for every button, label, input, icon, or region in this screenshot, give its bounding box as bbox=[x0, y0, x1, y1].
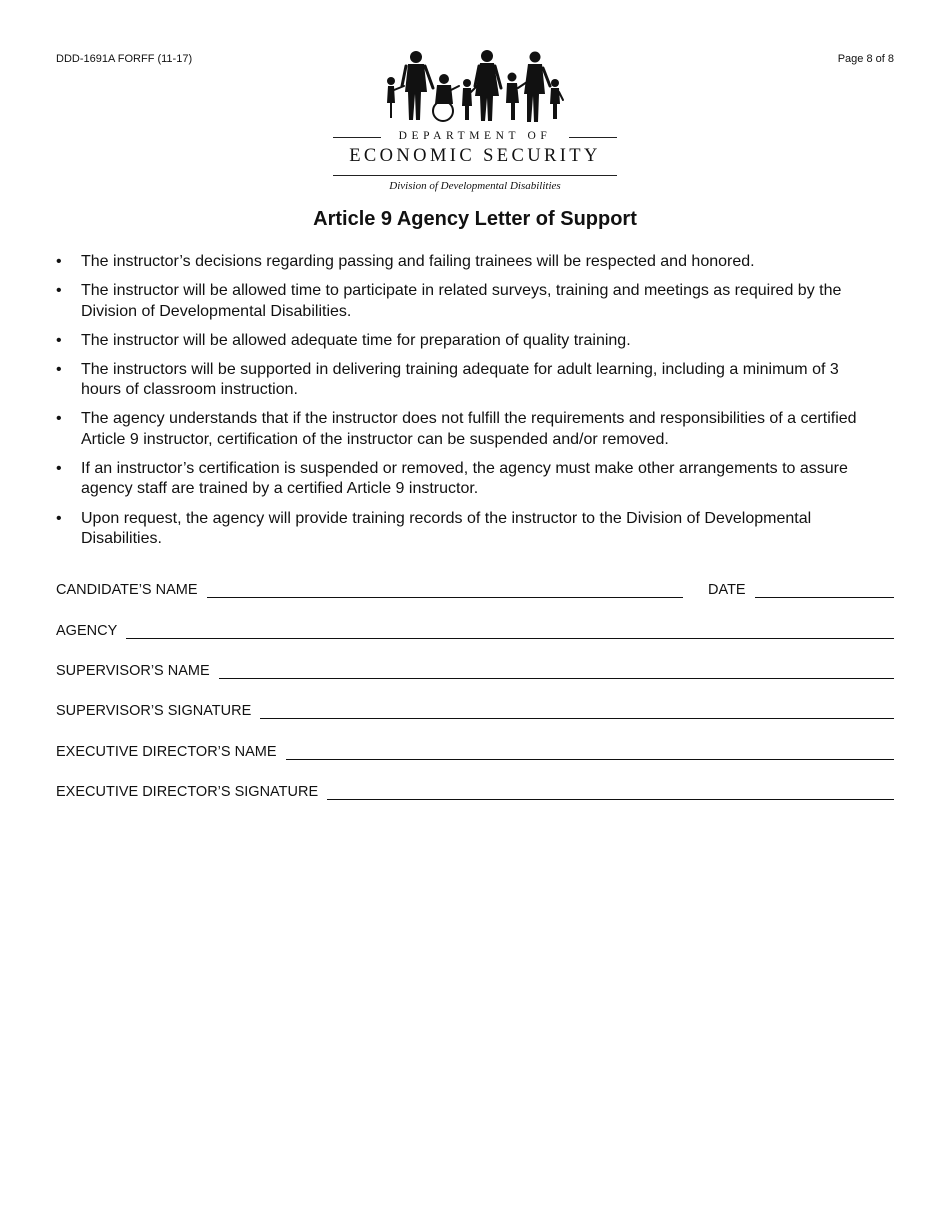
list-item bbox=[56, 281, 876, 322]
executive-director-signature-input[interactable] bbox=[327, 783, 894, 800]
requirements-list bbox=[56, 252, 876, 558]
list-item-text: The instructors will be supported in delivering training adequate for adult learning, including a minimum of 3 hours of classroom instruction. bbox=[81, 360, 839, 399]
logo-division: Division of Developmental Disabilities bbox=[389, 180, 561, 192]
bullet-glyph: • bbox=[56, 509, 62, 527]
list-item-text: The instructor’s decisions regarding passing and failing trainees will be respected and honored. bbox=[81, 253, 755, 270]
bullet-glyph: • bbox=[56, 459, 62, 477]
form-id: DDD-1691A FORFF (11-17) bbox=[56, 53, 193, 65]
executive-director-signature-field bbox=[56, 780, 894, 800]
logo-economic-security: ECONOMIC SECURITY bbox=[349, 146, 601, 166]
supervisor-signature-label: SUPERVISOR’S SIGNATURE bbox=[56, 703, 252, 719]
list-item-text: The agency understands that if the instructor does not fulfill the requirements and responsibilities of a certified Article 9 instructor, certification of the instructor can be suspended and/or removed. bbox=[81, 410, 857, 448]
date-label: DATE bbox=[708, 582, 746, 598]
logo-underline bbox=[333, 175, 617, 176]
supervisor-name-label: SUPERVISOR’S NAME bbox=[56, 663, 210, 679]
bullet-glyph: • bbox=[56, 282, 62, 300]
logo-rule-right bbox=[569, 137, 617, 138]
candidate-name-input[interactable] bbox=[207, 581, 683, 598]
supervisor-name-field bbox=[56, 659, 894, 679]
bullet-glyph: • bbox=[56, 410, 62, 428]
list-item bbox=[56, 252, 876, 273]
executive-director-name-input[interactable] bbox=[286, 743, 895, 760]
logo-department-text: DEPARTMENT OF bbox=[398, 130, 552, 142]
list-item-text: If an instructor’s certification is suspended or removed, the agency must make other arrangements to assure agency staff are trained by a certified Article 9 instructor. bbox=[81, 459, 848, 498]
list-item bbox=[56, 459, 876, 500]
bullet-glyph: • bbox=[56, 360, 62, 378]
list-item-text: Upon request, the agency will provide training records of the instructor to the Division of Developmental Disabilities. bbox=[81, 509, 812, 548]
date-field bbox=[708, 578, 894, 598]
bullet-glyph: • bbox=[56, 253, 62, 270]
list-item bbox=[56, 409, 876, 450]
supervisor-name-input[interactable] bbox=[219, 662, 894, 679]
page-number: Page 8 of 8 bbox=[837, 53, 894, 65]
agency-label: AGENCY bbox=[56, 623, 118, 639]
supervisor-signature-input[interactable] bbox=[260, 702, 894, 719]
executive-director-name-field bbox=[56, 740, 894, 760]
list-item bbox=[56, 509, 876, 550]
bullet-glyph: • bbox=[56, 331, 62, 349]
executive-director-name-label: EXECUTIVE DIRECTOR’S NAME bbox=[56, 744, 277, 760]
supervisor-signature-field bbox=[56, 699, 894, 719]
family-silhouette-icon bbox=[385, 48, 565, 124]
list-item-text: The instructor will be allowed time to participate in related surveys, training and meetings as required by the Division of Developmental Disabilities. bbox=[81, 282, 842, 320]
page-title: Article 9 Agency Letter of Support bbox=[313, 208, 637, 230]
executive-director-signature-label: EXECUTIVE DIRECTOR’S SIGNATURE bbox=[56, 784, 319, 800]
candidate-name-field bbox=[56, 578, 683, 598]
date-input[interactable] bbox=[755, 581, 894, 598]
candidate-name-label: CANDIDATE’S NAME bbox=[56, 582, 198, 598]
logo-department-line bbox=[333, 130, 617, 144]
list-item bbox=[56, 360, 876, 401]
des-logo bbox=[333, 48, 617, 198]
agency-input[interactable] bbox=[126, 622, 894, 639]
agency-field bbox=[56, 619, 894, 639]
list-item bbox=[56, 331, 876, 352]
list-item-text: The instructor will be allowed adequate time for preparation of quality training. bbox=[81, 331, 631, 349]
